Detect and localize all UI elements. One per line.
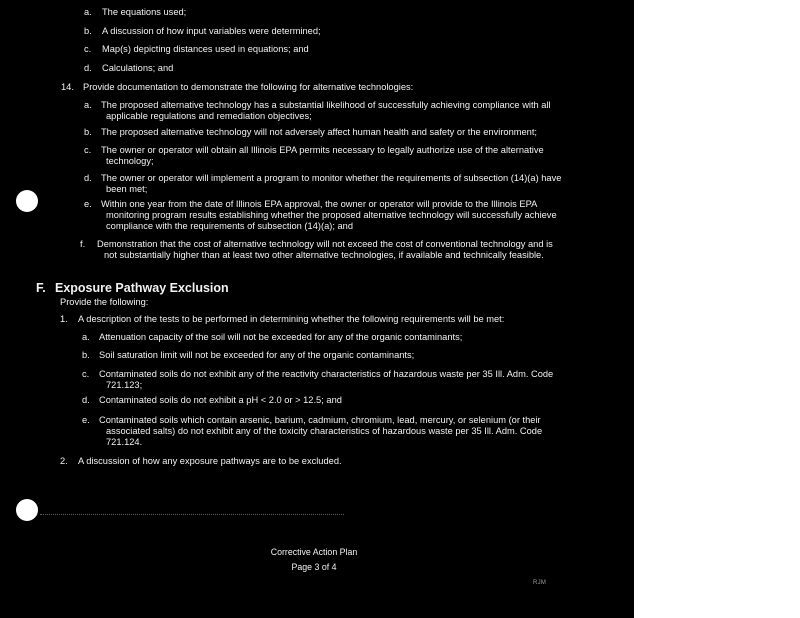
section-f-heading: F. Exposure Pathway Exclusion — [36, 281, 229, 295]
initials-stamp: RJM — [533, 580, 547, 586]
document-page: a. The equations used; b. A discussion of how input variables were determined; c. Map(s) depicting distances used in equations; and d. Calculations; and 14. Provide documentation to demonstrate the following for alternative technologies: a. The proposed alternative technology has a substantial likelihood of successfully achieving compliance with all applicable regulations and remediation objectives; b. The proposed alternative technology will not adversely affect human health and safety or the environment; c. The owner or operator will obtain all Illinois EPA permits necessary to legally authorize use of the alternative technology; d. The owner or operator will implement a program to monitor whether the requirements of subsection (14)(a) have been met; e. Within one year from the date of Illinois EPA approval, the owner or operator will provide to the Illinois EPA monitoring program results establishing whether the proposed alternative technology will successfully achieve compliance with the requirements of subsection (14)(a); and f. Demonstration that the cost of alternative technology will not exceed the cost of conventional technology and is not substantially higher than at least two other alternative technologies, if available and technically feasible. F. Exposure Pathway Exclusion Provide the following: 1. A description of the tests to be performed in determining whether the following requirements will be met: a. Attenuation capacity of the soil will not be exceeded for any of the organic contaminants; b. Soil saturation limit will not be exceeded for any of the organic contaminants; c. Contaminated soils do not exhibit any of the reactivity characteristics of hazardous waste per 35 Ill. Adm. Code 721.123; d. Contaminated soils do not exhibit a pH < 2.0 or > 12.5; and e. Contaminated soils which contain arsenic, barium, cadmium, chromium, lead, mercury, or selenium (or their associated salts) do not exhibit any of the toxicity characteristics of hazardous waste per 35 Ill. Adm. Code 721.124. 2. A discussion of how any exposure pathways are to be excluded. Corrective Action Plan Page 3 of 4 RJM — [0, 0, 634, 618]
footer-title: Corrective Action Plan — [270, 547, 358, 557]
binder-hole-top — [16, 190, 38, 212]
faint-dotted-line — [40, 514, 344, 515]
footer-page-number: Page 3 of 4 — [291, 562, 337, 572]
binder-hole-bottom — [16, 499, 38, 521]
